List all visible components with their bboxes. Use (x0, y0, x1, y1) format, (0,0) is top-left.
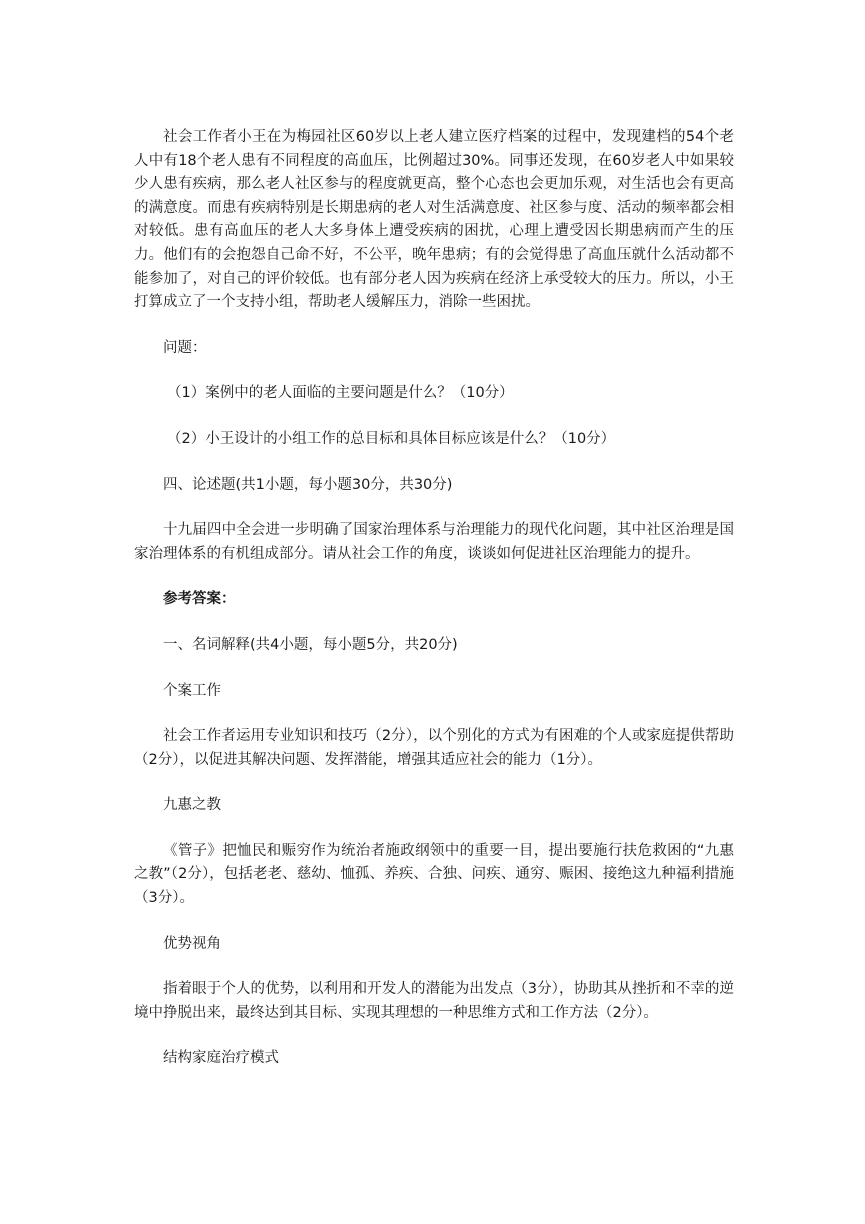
question-1: （1）案例中的老人面临的主要问题是什么？（10分） (167, 385, 514, 402)
case-paragraph: 社会工作者小王在为梅园社区60岁以上老人建立医疗档案的过程中，发现建档的54个老人中有18个老人患有不同程度的高血压，比例超过30%。同事还发现，在60岁老人中如果较少人患有疾病，那么老人社区参与的程度就更高，整个心态也会更加乐观，对生活也会有更高的满意度。而患有疾病特别是长期患病的老人对生活满意度、社区参与度、活动的频率都会相对较低。患有高血压的老人大多身体上遭受疾病的困扰，心理上遭受因长期患病而产生的压力。他们有的会抱怨自己命不好，不公平，晚年患病；有的会觉得患了高血压就什么活动都不能参加了，对自己的评价较低。也有部分老人因为疾病在经济上承受较大的压力。所以，小王打算成立了一个支持小组，帮助老人缓解压力，消除一些困扰。 (134, 129, 734, 311)
question-label: 问题： (163, 339, 207, 356)
answers-heading: 参考答案： (163, 591, 236, 608)
essay-question: 十九届四中全会进一步明确了国家治理体系与治理能力的现代化问题，其中社区治理是国家治理体系的有机组成部分。请从社会工作的角度，谈谈如何促进社区治理能力的提升。 (134, 522, 734, 562)
term-1-title: 个案工作 (163, 682, 221, 699)
term-3-definition: 指着眼于个人的优势，以利用和开发人的潜能为出发点（3分），协助其从挫折和不幸的逆境中挣脱出来，最终达到其目标、实现其理想的一种思维方式和工作方法（2分）。 (134, 981, 734, 1021)
section-1-heading: 一、名词解释(共4小题，每小题5分，共20分) (163, 636, 458, 653)
term-1-definition: 社会工作者运用专业知识和技巧（2分），以个别化的方式为有困难的个人或家庭提供帮助（2分），以促进其解决问题、发挥潜能，增强其适应社会的能力（1分）。 (134, 728, 734, 768)
term-2-definition: 《管子》把恤民和赈穷作为统治者施政纲领中的重要一目，提出要施行扶危救困的“九惠之教”（2分），包括老老、慈幼、恤孤、养疾、合独、问疾、通穷、赈困、接绝这九种福利措施（3分）。 (134, 842, 734, 907)
question-2: （2）小王设计的小组工作的总目标和具体目标应该是什么？（10分） (167, 430, 616, 447)
document-content (134, 126, 734, 1071)
section-4-heading: 四、论述题(共1小题，每小题30分，共30分) (163, 476, 453, 493)
term-4-title: 结构家庭治疗模式 (163, 1050, 279, 1067)
term-2-title: 九惠之教 (163, 797, 221, 814)
term-3-title: 优势视角 (163, 935, 221, 952)
